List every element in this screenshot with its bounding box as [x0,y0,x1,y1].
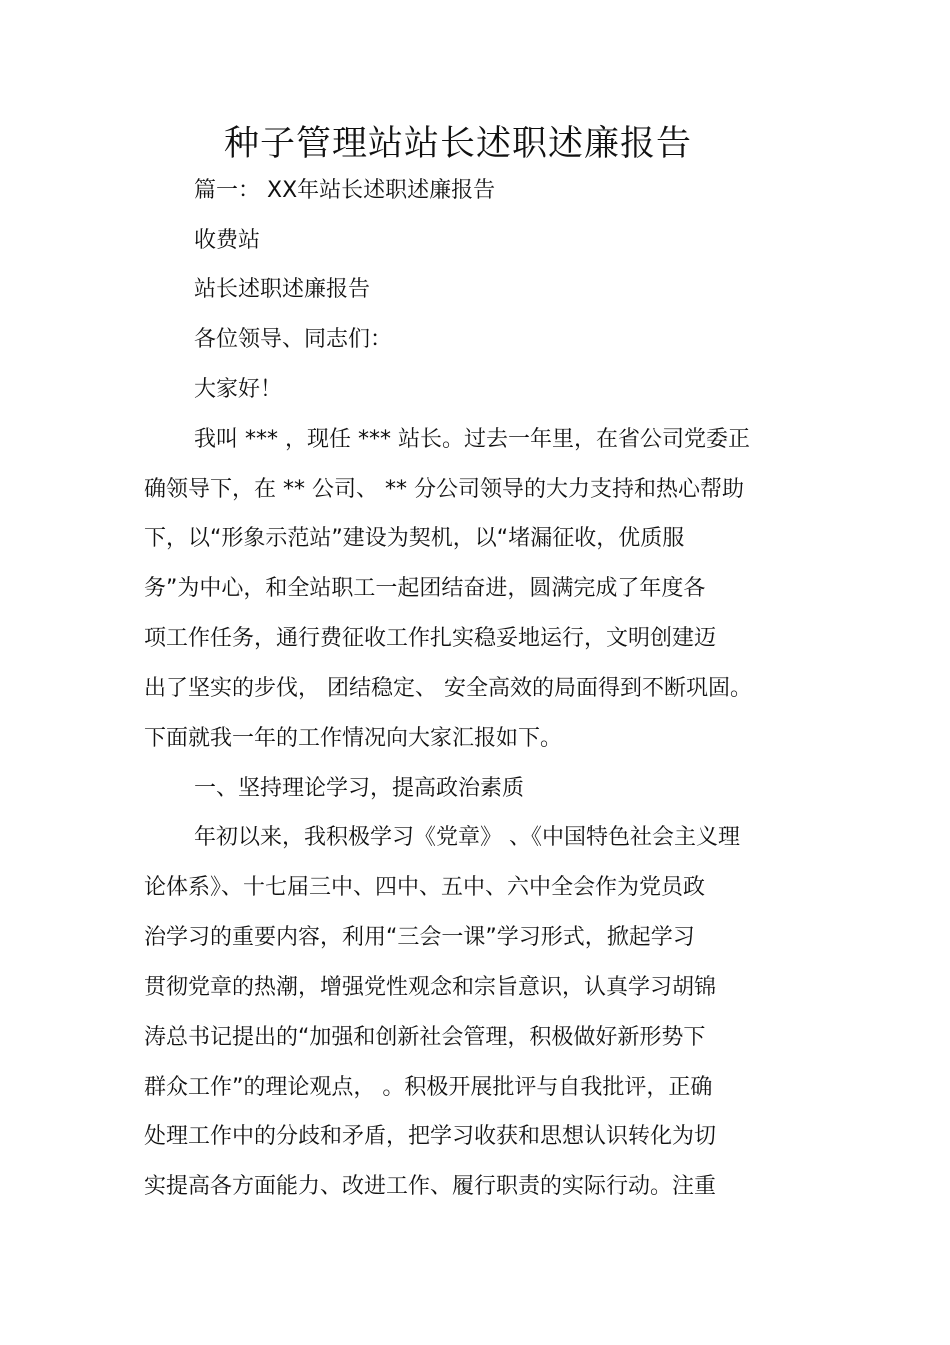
paragraph-line: 涛总书记提出的“加强和创新社会管理，积极做好新形势下 [144,1025,706,1050]
paragraph-line: 论体系》、十七届三中、四中、五中、六中全会作为党员政 [144,875,706,900]
paragraph-line: 项工作任务，通行费征收工作扎实稳妥地运行，文明创建迈 [144,626,717,651]
paragraph-line: 出了坚实的步伐， 团结稳定、 安全高效的局面得到不断巩固。 [144,676,752,701]
paragraph-line: 群众工作”的理论观点， 。积极开展批评与自我批评，正确 [144,1075,713,1100]
section-heading: 一、坚持理论学习，提高政治素质 [194,776,525,801]
greeting-line: 大家好！ [194,377,283,402]
paragraph-line: 下，以“形象示范站”建设为契机，以“堵漏征收，优质服 [144,526,685,551]
salutation-line: 各位领导、同志们： [194,327,393,352]
document-title: 种子管理站站长述职述廉报告 [223,124,692,164]
paragraph-line: 治学习的重要内容，利用“三会一课”学习形式，掀起学习 [144,925,695,950]
paragraph-line: 年初以来，我积极学习《党章》 、《中国特色社会主义理 [194,825,740,850]
paragraph-line: 务”为中心，和全站职工一起团结奋进，圆满完成了年度各 [144,576,706,601]
paragraph-line: 我叫 *** ，现任 *** 站长。过去一年里，在省公司党委正 [194,427,750,452]
paragraph-line: 确领导下，在 ** 公司、 ** 分公司领导的大力支持和热心帮助 [144,477,744,502]
unit-line: 收费站 [194,228,261,253]
paragraph-line: 贯彻党章的热潮，增强党性观念和宗旨意识，认真学习胡锦 [144,975,717,1000]
paragraph-line: 处理工作中的分歧和矛盾，把学习收获和思想认识转化为切 [144,1124,717,1149]
paragraph-line: 实提高各方面能力、改进工作、履行职责的实际行动。注重 [144,1174,717,1199]
report-name-line: 站长述职述廉报告 [194,277,371,302]
paragraph-line: 下面就我一年的工作情况向大家汇报如下。 [144,726,563,751]
subtitle-line: 篇一： XX年站长述职述廉报告 [194,178,496,203]
